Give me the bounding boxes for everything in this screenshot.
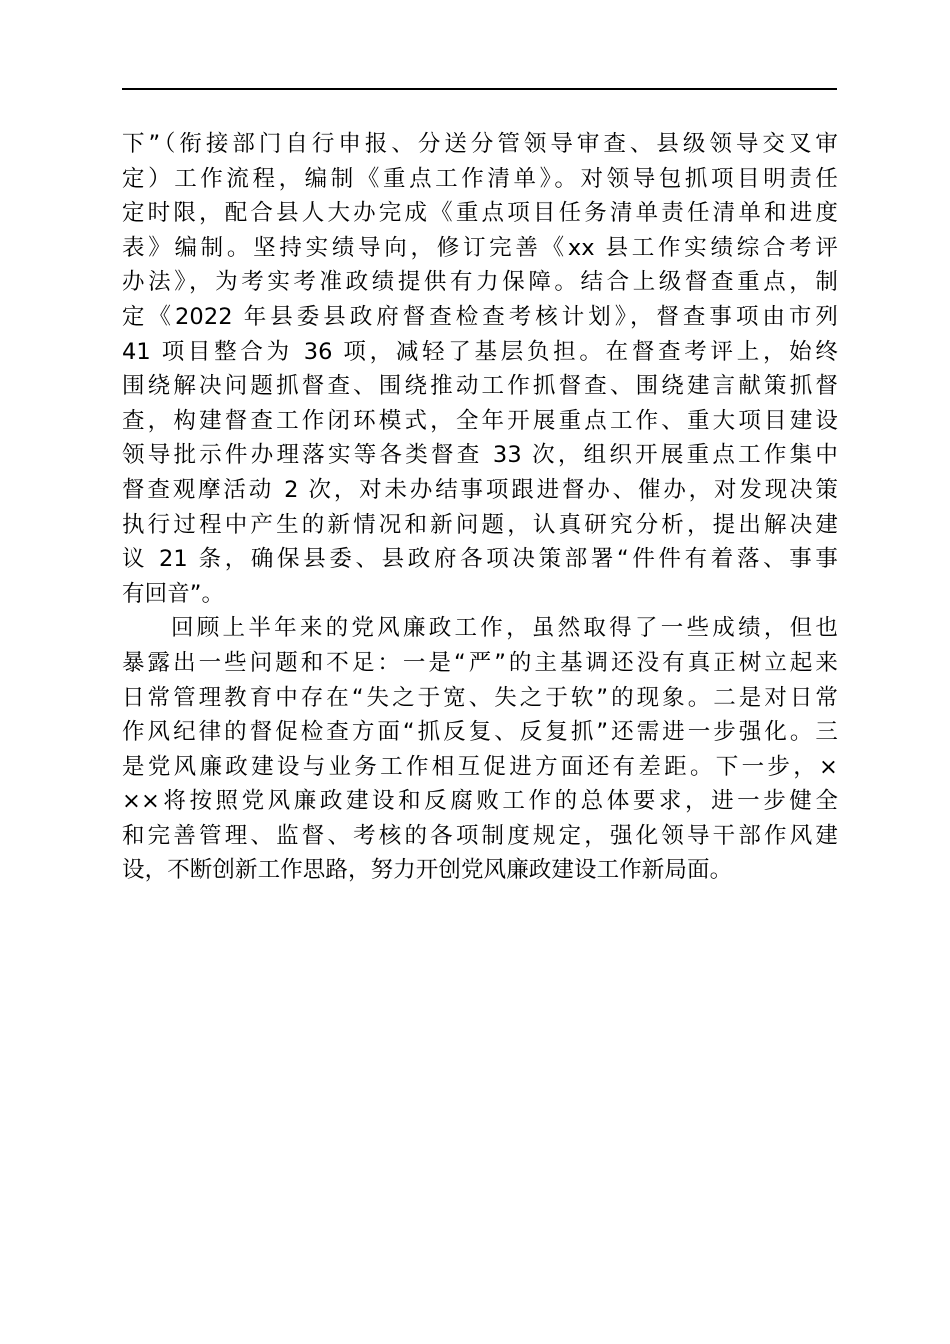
text-line: 定）工作流程，编制《重点工作清单》。对领导包抓项目明责任 [122, 165, 838, 192]
text-line: 执行过程中产生的新情况和新问题，认真研究分析，提出解决建 [122, 511, 838, 538]
text-line: 有回音”。 [122, 580, 225, 607]
text-line: 查，构建督查工作闭环模式，全年开展重点工作、重大项目建设 [122, 407, 838, 434]
document-body [122, 127, 838, 888]
text-line: 领导批示件办理落实等各类督查 33 次，组织开展重点工作集中 [122, 442, 838, 469]
paragraph-1 [122, 127, 838, 611]
text-line: 定《2022 年县委县政府督查检查考核计划》，督查事项由市列 [122, 303, 838, 330]
text-line: 回顾上半年来的党风廉政工作，虽然取得了一些成绩，但也 [171, 615, 838, 642]
paragraph-2 [122, 611, 838, 888]
text-line: 定时限，配合县人大办完成《重点项目任务清单责任清单和进度 [122, 200, 838, 227]
text-line: 下”（衔接部门自行申报、分送分管领导审查、县级领导交叉审 [122, 131, 838, 157]
text-line: 和完善管理、监督、考核的各项制度规定，强化领导干部作风建 [122, 822, 838, 849]
text-line: 是党风廉政建设与业务工作相互促进方面还有差距。下一步，× [122, 753, 838, 780]
text-line: 表》编制。坚持实绩导向，修订完善《xx 县工作实绩综合考评 [122, 234, 838, 261]
text-line: 日常管理教育中存在“失之于宽、失之于软”的现象。二是对日常 [122, 684, 838, 711]
text-line: 围绕解决问题抓督查、围绕推动工作抓督查、围绕建言献策抓督 [122, 373, 838, 400]
text-line: 办法》，为考实考准政绩提供有力保障。结合上级督查重点，制 [122, 269, 838, 296]
text-line: 作风纪律的督促检查方面“抓反复、反复抓”还需进一步强化。三 [122, 719, 838, 746]
text-line: 设，不断创新工作思路，努力开创党风廉政建设工作新局面。 [122, 857, 733, 884]
text-line: 议 21 条，确保县委、县政府各项决策部署“件件有着落、事事 [122, 546, 838, 573]
text-line: ××将按照党风廉政建设和反腐败工作的总体要求，进一步健全 [122, 788, 838, 815]
text-line: 41 项目整合为 36 项，减轻了基层负担。在督查考评上，始终 [122, 338, 838, 365]
text-line: 暴露出一些问题和不足：一是“严”的主基调还没有真正树立起来 [122, 649, 838, 676]
header-rule [122, 88, 837, 90]
text-line: 督查观摩活动 2 次，对未办结事项跟进督办、催办，对发现决策 [122, 476, 838, 503]
